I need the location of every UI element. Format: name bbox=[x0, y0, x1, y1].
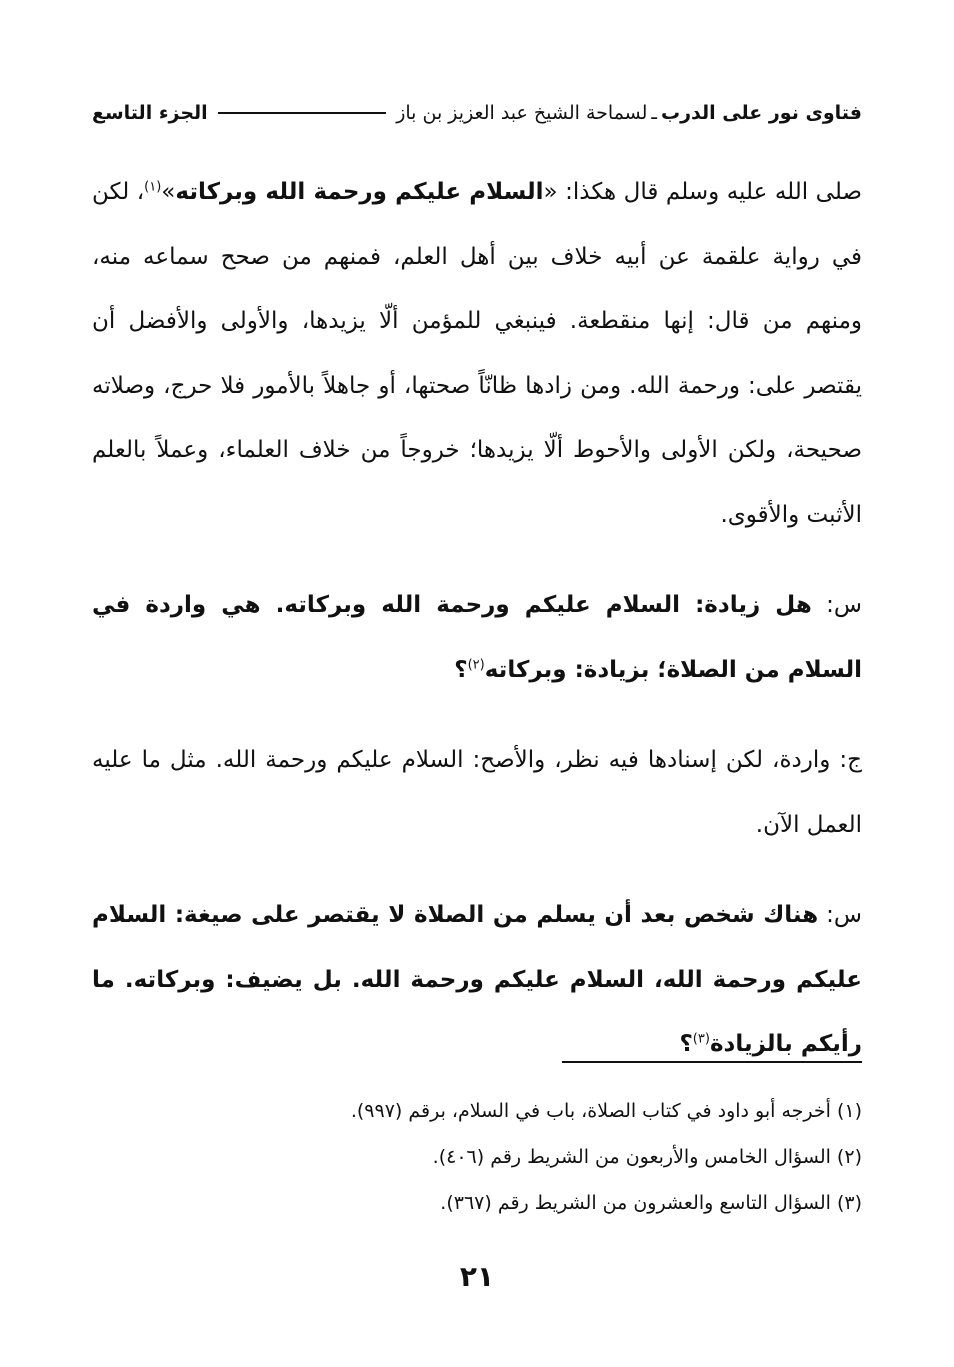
footnote-ref-1[interactable]: (١) bbox=[144, 179, 162, 195]
footnote-ref-3[interactable]: (٣) bbox=[692, 1031, 710, 1047]
answer-marker: ج: bbox=[830, 747, 862, 773]
author-name: لسماحة الشيخ عبد العزيز بن باز bbox=[396, 102, 648, 124]
paragraph-text: صلى الله عليه وسلم قال هكذا: « bbox=[543, 179, 862, 205]
question-mark: ؟ bbox=[454, 656, 468, 683]
footnote-3: (٣) السؤال التاسع والعشرون من الشريط رقم (٣٦٧). bbox=[440, 1192, 862, 1214]
footnote-separator bbox=[562, 1061, 862, 1063]
page-number: ٢١ bbox=[459, 1260, 495, 1293]
answer-1 bbox=[92, 728, 862, 857]
answer-paragraph bbox=[92, 160, 862, 547]
question-marker: س: bbox=[818, 902, 862, 928]
header-rule bbox=[218, 112, 387, 114]
main-text bbox=[92, 160, 862, 1077]
answer-text: واردة، لكن إسنادها فيه نظر، والأصح: السلام عليكم ورحمة الله. مثل ما عليه العمل الآن. bbox=[92, 747, 862, 838]
question-text: هل زيادة: السلام عليكم ورحمة الله وبركاته. هي واردة في السلام من الصلاة؛ بزيادة: وبركاته bbox=[92, 592, 862, 683]
volume-label: الجزء التاسع bbox=[92, 102, 208, 124]
footnote-2: (٢) السؤال الخامس والأربعون من الشريط رقم (٤٠٦). bbox=[432, 1146, 862, 1168]
footnotes bbox=[92, 1088, 862, 1226]
paragraph-text-continued: ، لكن في رواية علقمة عن أبيه خلاف بين أهل العلم، فمنهم من صحح سماعه منه، ومنهم من قال: إنها منقطعة. فينبغي للمؤمن ألّا يزيدها، والأولى والأفضل أن يقتصر على: ورحمة الله. ومن زادها ظانّاً صحتها، أو جاهلاً بالأمور فلا حرج، وصلاته صحيحة، ولكن الأولى والأحوط ألّا يزيدها؛ خروجاً من خلاف العلماء، وعملاً بالعلم الأثبت والأقوى. bbox=[92, 179, 862, 528]
footnote-ref-2[interactable]: (٢) bbox=[467, 656, 485, 672]
book-title: فتاوى نور على الدرب bbox=[661, 102, 862, 124]
question-text: هناك شخص بعد أن يسلم من الصلاة لا يقتصر على صيغة: السلام عليكم ورحمة الله، السلام عليكم ورحمة الله. بل يضيف: وبركاته. ما رأيكم بالزيادة bbox=[92, 902, 862, 1057]
footnote-1: (١) أخرجه أبو داود في كتاب الصلاة، باب في السلام، برقم (٩٩٧). bbox=[350, 1100, 862, 1122]
question-1 bbox=[92, 573, 862, 702]
question-mark: ؟ bbox=[679, 1031, 693, 1057]
quoted-greeting: السلام عليكم ورحمة الله وبركاته bbox=[175, 179, 544, 205]
quote-close: » bbox=[161, 179, 176, 205]
running-header bbox=[92, 96, 862, 130]
header-separator: ـ bbox=[651, 102, 657, 124]
question-2 bbox=[92, 883, 862, 1077]
question-marker: س: bbox=[811, 592, 862, 618]
